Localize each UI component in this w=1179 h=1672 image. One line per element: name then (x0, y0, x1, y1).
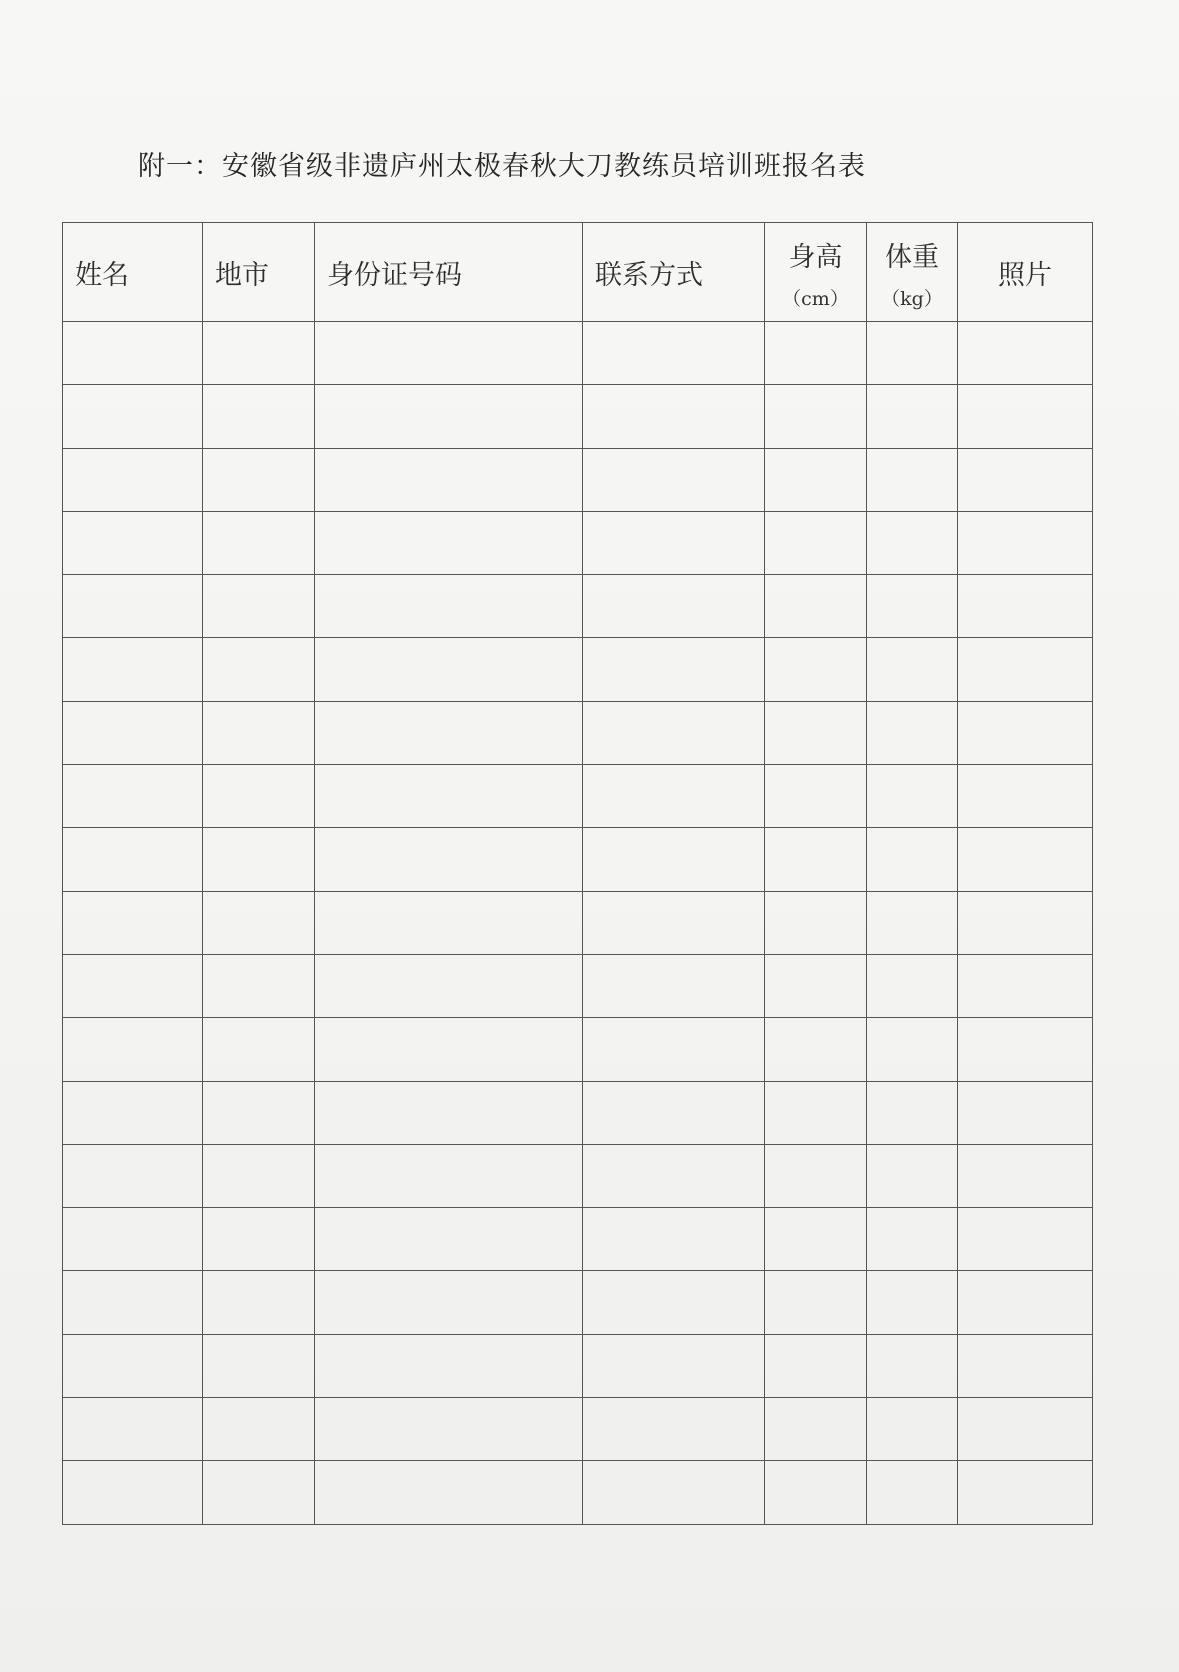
header-contact-label: 联系方式 (595, 259, 703, 291)
cell-photo[interactable] (958, 575, 1093, 638)
table-row (63, 1208, 1093, 1271)
header-photo-label: 照片 (998, 259, 1052, 291)
table-row (63, 1398, 1093, 1461)
cell-weight[interactable] (867, 1081, 958, 1144)
table-row (63, 322, 1093, 385)
cell-name[interactable] (63, 575, 203, 638)
cell-name[interactable] (63, 1144, 203, 1207)
cell-weight[interactable] (867, 1144, 958, 1207)
table-row (63, 828, 1093, 891)
table-row (63, 891, 1093, 954)
cell-city[interactable] (203, 638, 315, 701)
cell-id-number[interactable] (315, 1398, 583, 1461)
cell-name[interactable] (63, 1081, 203, 1144)
cell-contact[interactable] (583, 1208, 765, 1271)
cell-city[interactable] (203, 701, 315, 764)
cell-photo[interactable] (958, 828, 1093, 891)
cell-contact[interactable] (583, 765, 765, 828)
cell-height[interactable] (765, 1271, 867, 1334)
cell-weight[interactable] (867, 828, 958, 891)
cell-contact[interactable] (583, 1334, 765, 1397)
cell-weight[interactable] (867, 954, 958, 1017)
cell-height[interactable] (765, 1461, 867, 1524)
header-row (63, 223, 1093, 322)
cell-contact[interactable] (583, 701, 765, 764)
cell-photo[interactable] (958, 1398, 1093, 1461)
cell-id-number[interactable] (315, 1018, 583, 1081)
header-photo (958, 223, 1093, 322)
cell-contact[interactable] (583, 828, 765, 891)
cell-city[interactable] (203, 765, 315, 828)
cell-id-number[interactable] (315, 954, 583, 1017)
cell-id-number[interactable] (315, 638, 583, 701)
cell-weight[interactable] (867, 385, 958, 448)
cell-id-number[interactable] (315, 448, 583, 511)
table-row (63, 448, 1093, 511)
table-row (63, 765, 1093, 828)
cell-city[interactable] (203, 1081, 315, 1144)
cell-name[interactable] (63, 1334, 203, 1397)
cell-name[interactable] (63, 385, 203, 448)
cell-city[interactable] (203, 891, 315, 954)
header-contact (583, 223, 765, 322)
cell-weight[interactable] (867, 891, 958, 954)
table-row (63, 1271, 1093, 1334)
cell-weight[interactable] (867, 701, 958, 764)
cell-name[interactable] (63, 1271, 203, 1334)
cell-city[interactable] (203, 1208, 315, 1271)
cell-id-number[interactable] (315, 765, 583, 828)
cell-photo[interactable] (958, 511, 1093, 574)
cell-name[interactable] (63, 1461, 203, 1524)
cell-id-number[interactable] (315, 828, 583, 891)
cell-weight[interactable] (867, 638, 958, 701)
cell-height[interactable] (765, 1398, 867, 1461)
header-weight (867, 223, 958, 322)
table-row (63, 575, 1093, 638)
cell-city[interactable] (203, 1461, 315, 1524)
table-row (63, 1461, 1093, 1524)
header-height-label: 身高 (788, 242, 843, 273)
cell-photo[interactable] (958, 765, 1093, 828)
cell-weight[interactable] (867, 575, 958, 638)
cell-contact[interactable] (583, 1144, 765, 1207)
cell-height[interactable] (765, 891, 867, 954)
cell-id-number[interactable] (315, 511, 583, 574)
cell-id-number[interactable] (315, 701, 583, 764)
cell-name[interactable] (63, 828, 203, 891)
cell-contact[interactable] (583, 385, 765, 448)
cell-city[interactable] (203, 1018, 315, 1081)
cell-id-number[interactable] (315, 1208, 583, 1271)
cell-contact[interactable] (583, 1271, 765, 1334)
cell-height[interactable] (765, 1081, 867, 1144)
table-row (63, 511, 1093, 574)
table-row (63, 385, 1093, 448)
cell-city[interactable] (203, 575, 315, 638)
header-city (203, 223, 315, 322)
cell-contact[interactable] (583, 1081, 765, 1144)
header-city-label: 地市 (215, 259, 269, 291)
cell-city[interactable] (203, 385, 315, 448)
table-row (63, 1334, 1093, 1397)
cell-id-number[interactable] (315, 322, 583, 385)
cell-city[interactable] (203, 1144, 315, 1207)
cell-photo[interactable] (958, 1334, 1093, 1397)
cell-height[interactable] (765, 638, 867, 701)
table-row (63, 638, 1093, 701)
cell-contact[interactable] (583, 511, 765, 574)
cell-contact[interactable] (583, 575, 765, 638)
cell-city[interactable] (203, 448, 315, 511)
cell-name[interactable] (63, 954, 203, 1017)
cell-height[interactable] (765, 322, 867, 385)
cell-weight[interactable] (867, 1461, 958, 1524)
cell-weight[interactable] (867, 511, 958, 574)
cell-photo[interactable] (958, 1144, 1093, 1207)
cell-weight[interactable] (867, 322, 958, 385)
cell-contact[interactable] (583, 448, 765, 511)
cell-city[interactable] (203, 511, 315, 574)
cell-height[interactable] (765, 448, 867, 511)
header-height-unit: （cm） (782, 288, 849, 310)
cell-name[interactable] (63, 1398, 203, 1461)
registration-table (62, 222, 1093, 1525)
cell-photo[interactable] (958, 448, 1093, 511)
cell-id-number[interactable] (315, 575, 583, 638)
cell-name[interactable] (63, 765, 203, 828)
cell-id-number[interactable] (315, 1461, 583, 1524)
cell-weight[interactable] (867, 1018, 958, 1081)
cell-photo[interactable] (958, 1018, 1093, 1081)
cell-height[interactable] (765, 828, 867, 891)
cell-height[interactable] (765, 765, 867, 828)
document-title: 附一：安徽省级非遗庐州太极春秋大刀教练员培训班报名表 (138, 151, 866, 182)
cell-city[interactable] (203, 1334, 315, 1397)
cell-name[interactable] (63, 322, 203, 385)
cell-contact[interactable] (583, 1018, 765, 1081)
cell-photo[interactable] (958, 954, 1093, 1017)
cell-id-number[interactable] (315, 1334, 583, 1397)
cell-photo[interactable] (958, 1271, 1093, 1334)
cell-height[interactable] (765, 1018, 867, 1081)
cell-id-number[interactable] (315, 385, 583, 448)
table-row (63, 1081, 1093, 1144)
cell-weight[interactable] (867, 448, 958, 511)
cell-name[interactable] (63, 511, 203, 574)
cell-name[interactable] (63, 448, 203, 511)
cell-name[interactable] (63, 1208, 203, 1271)
cell-id-number[interactable] (315, 1081, 583, 1144)
cell-weight[interactable] (867, 765, 958, 828)
header-weight-label: 体重 (885, 242, 939, 273)
header-weight-unit: （kg） (881, 288, 943, 310)
cell-weight[interactable] (867, 1208, 958, 1271)
cell-contact[interactable] (583, 638, 765, 701)
cell-contact[interactable] (583, 954, 765, 1017)
cell-height[interactable] (765, 701, 867, 764)
cell-weight[interactable] (867, 1271, 958, 1334)
cell-height[interactable] (765, 1144, 867, 1207)
header-height (765, 223, 867, 322)
cell-photo[interactable] (958, 701, 1093, 764)
header-name (63, 223, 203, 322)
cell-name[interactable] (63, 891, 203, 954)
cell-id-number[interactable] (315, 1144, 583, 1207)
cell-name[interactable] (63, 701, 203, 764)
cell-id-number[interactable] (315, 1271, 583, 1334)
cell-contact[interactable] (583, 1461, 765, 1524)
cell-weight[interactable] (867, 1398, 958, 1461)
cell-height[interactable] (765, 511, 867, 574)
cell-city[interactable] (203, 322, 315, 385)
cell-city[interactable] (203, 954, 315, 1017)
table-row (63, 701, 1093, 764)
cell-contact[interactable] (583, 322, 765, 385)
cell-city[interactable] (203, 1398, 315, 1461)
cell-height[interactable] (765, 385, 867, 448)
header-name-label: 姓名 (75, 259, 129, 291)
cell-photo[interactable] (958, 638, 1093, 701)
cell-photo[interactable] (958, 1208, 1093, 1271)
table-row (63, 954, 1093, 1017)
cell-city[interactable] (203, 828, 315, 891)
cell-name[interactable] (63, 1018, 203, 1081)
cell-height[interactable] (765, 954, 867, 1017)
cell-photo[interactable] (958, 891, 1093, 954)
header-id-number-label: 身份证号码 (327, 259, 462, 291)
table-body (63, 322, 1093, 1525)
cell-photo[interactable] (958, 1461, 1093, 1524)
cell-name[interactable] (63, 638, 203, 701)
cell-city[interactable] (203, 1271, 315, 1334)
cell-weight[interactable] (867, 1334, 958, 1397)
cell-id-number[interactable] (315, 891, 583, 954)
cell-height[interactable] (765, 1208, 867, 1271)
cell-photo[interactable] (958, 385, 1093, 448)
cell-contact[interactable] (583, 1398, 765, 1461)
table-row (63, 1018, 1093, 1081)
cell-photo[interactable] (958, 322, 1093, 385)
header-id-number (315, 223, 583, 322)
cell-contact[interactable] (583, 891, 765, 954)
table-row (63, 1144, 1093, 1207)
cell-height[interactable] (765, 575, 867, 638)
cell-photo[interactable] (958, 1081, 1093, 1144)
cell-height[interactable] (765, 1334, 867, 1397)
